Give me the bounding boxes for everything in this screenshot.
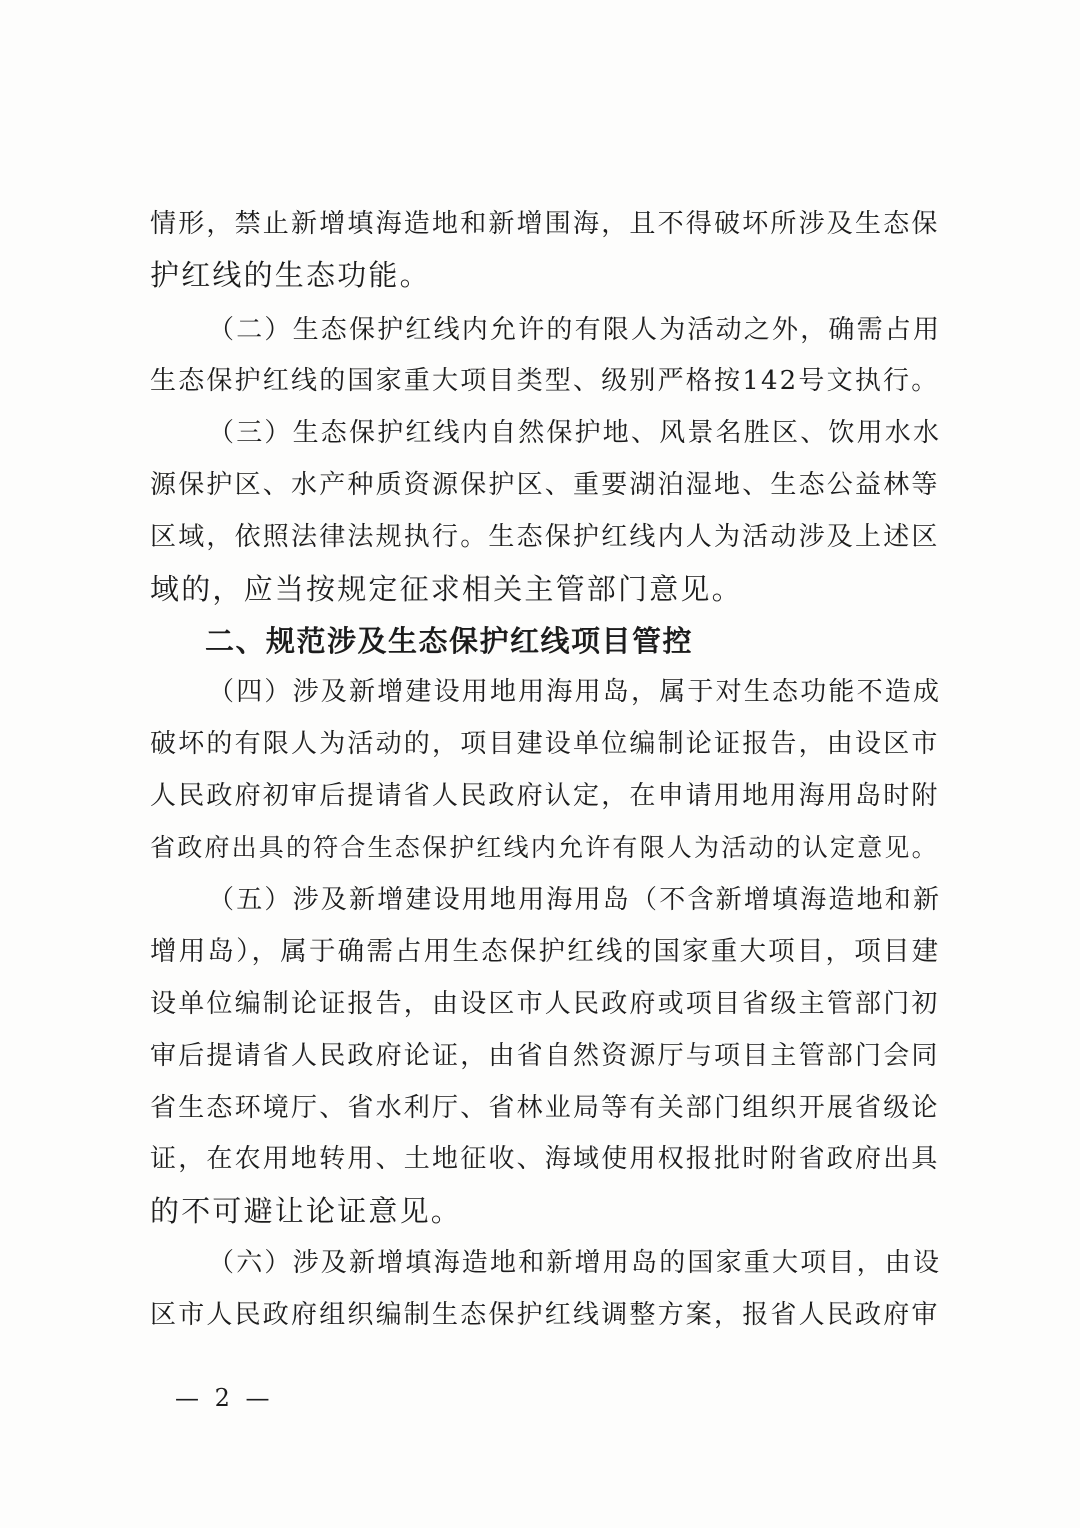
text-line: 源保护区、水产种质资源保护区、重要湖泊湿地、生态公益林等 <box>150 470 940 500</box>
text-line: （六）涉及新增填海造地和新增用岛的国家重大项目，由设 <box>208 1248 942 1278</box>
section-heading: 二、规范涉及生态保护红线项目管控 <box>205 624 694 658</box>
text-line: 审后提请省人民政府论证，由省自然资源厅与项目主管部门会同 <box>150 1041 940 1071</box>
text-line: 情形，禁止新增填海造地和新增围海，且不得破坏所涉及生态保 <box>150 209 940 239</box>
text-line: 设单位编制论证报告，由设区市人民政府或项目省级主管部门初 <box>150 989 940 1019</box>
text-line: 护红线的生态功能。 <box>150 258 431 292</box>
text-line: 证，在农用地转用、土地征收、海域使用权报批时附省政府出具 <box>150 1144 940 1174</box>
text-line: 增用岛），属于确需占用生态保护红线的国家重大项目，项目建 <box>150 936 941 967</box>
text-line: 省生态环境厅、省水利厅、省林业局等有关部门组织开展省级论 <box>150 1093 940 1123</box>
text-line: 人民政府初审后提请省人民政府认定，在申请用地用海用岛时附 <box>150 781 940 811</box>
text-line: 区域，依照法律法规执行。生态保护红线内人为活动涉及上述区 <box>150 522 940 552</box>
text-line: （四）涉及新增建设用地用海用岛，属于对生态功能不造成 <box>208 677 942 707</box>
text-line: （二）生态保护红线内允许的有限人为活动之外，确需占用 <box>208 315 942 345</box>
text-line: （三）生态保护红线内自然保护地、风景名胜区、饮用水水 <box>208 418 942 448</box>
text-line: 破坏的有限人为活动的，项目建设单位编制论证报告，由设区市 <box>150 729 940 759</box>
page-number: — 2 — <box>175 1384 274 1412</box>
text-line: 的不可避让论证意见。 <box>150 1194 463 1228</box>
text-line: （五）涉及新增建设用地用海用岛（不含新增填海造地和新 <box>208 885 942 915</box>
text-line: 域的，应当按规定征求相关主管部门意见。 <box>150 572 743 606</box>
text-line: 区市人民政府组织编制生态保护红线调整方案，报省人民政府审 <box>150 1300 940 1330</box>
text-line: 生态保护红线的国家重大项目类型、级别严格按142号文执行。 <box>150 366 940 396</box>
text-line: 省政府出具的符合生态保护红线内允许有限人为活动的认定意见。 <box>150 833 939 862</box>
